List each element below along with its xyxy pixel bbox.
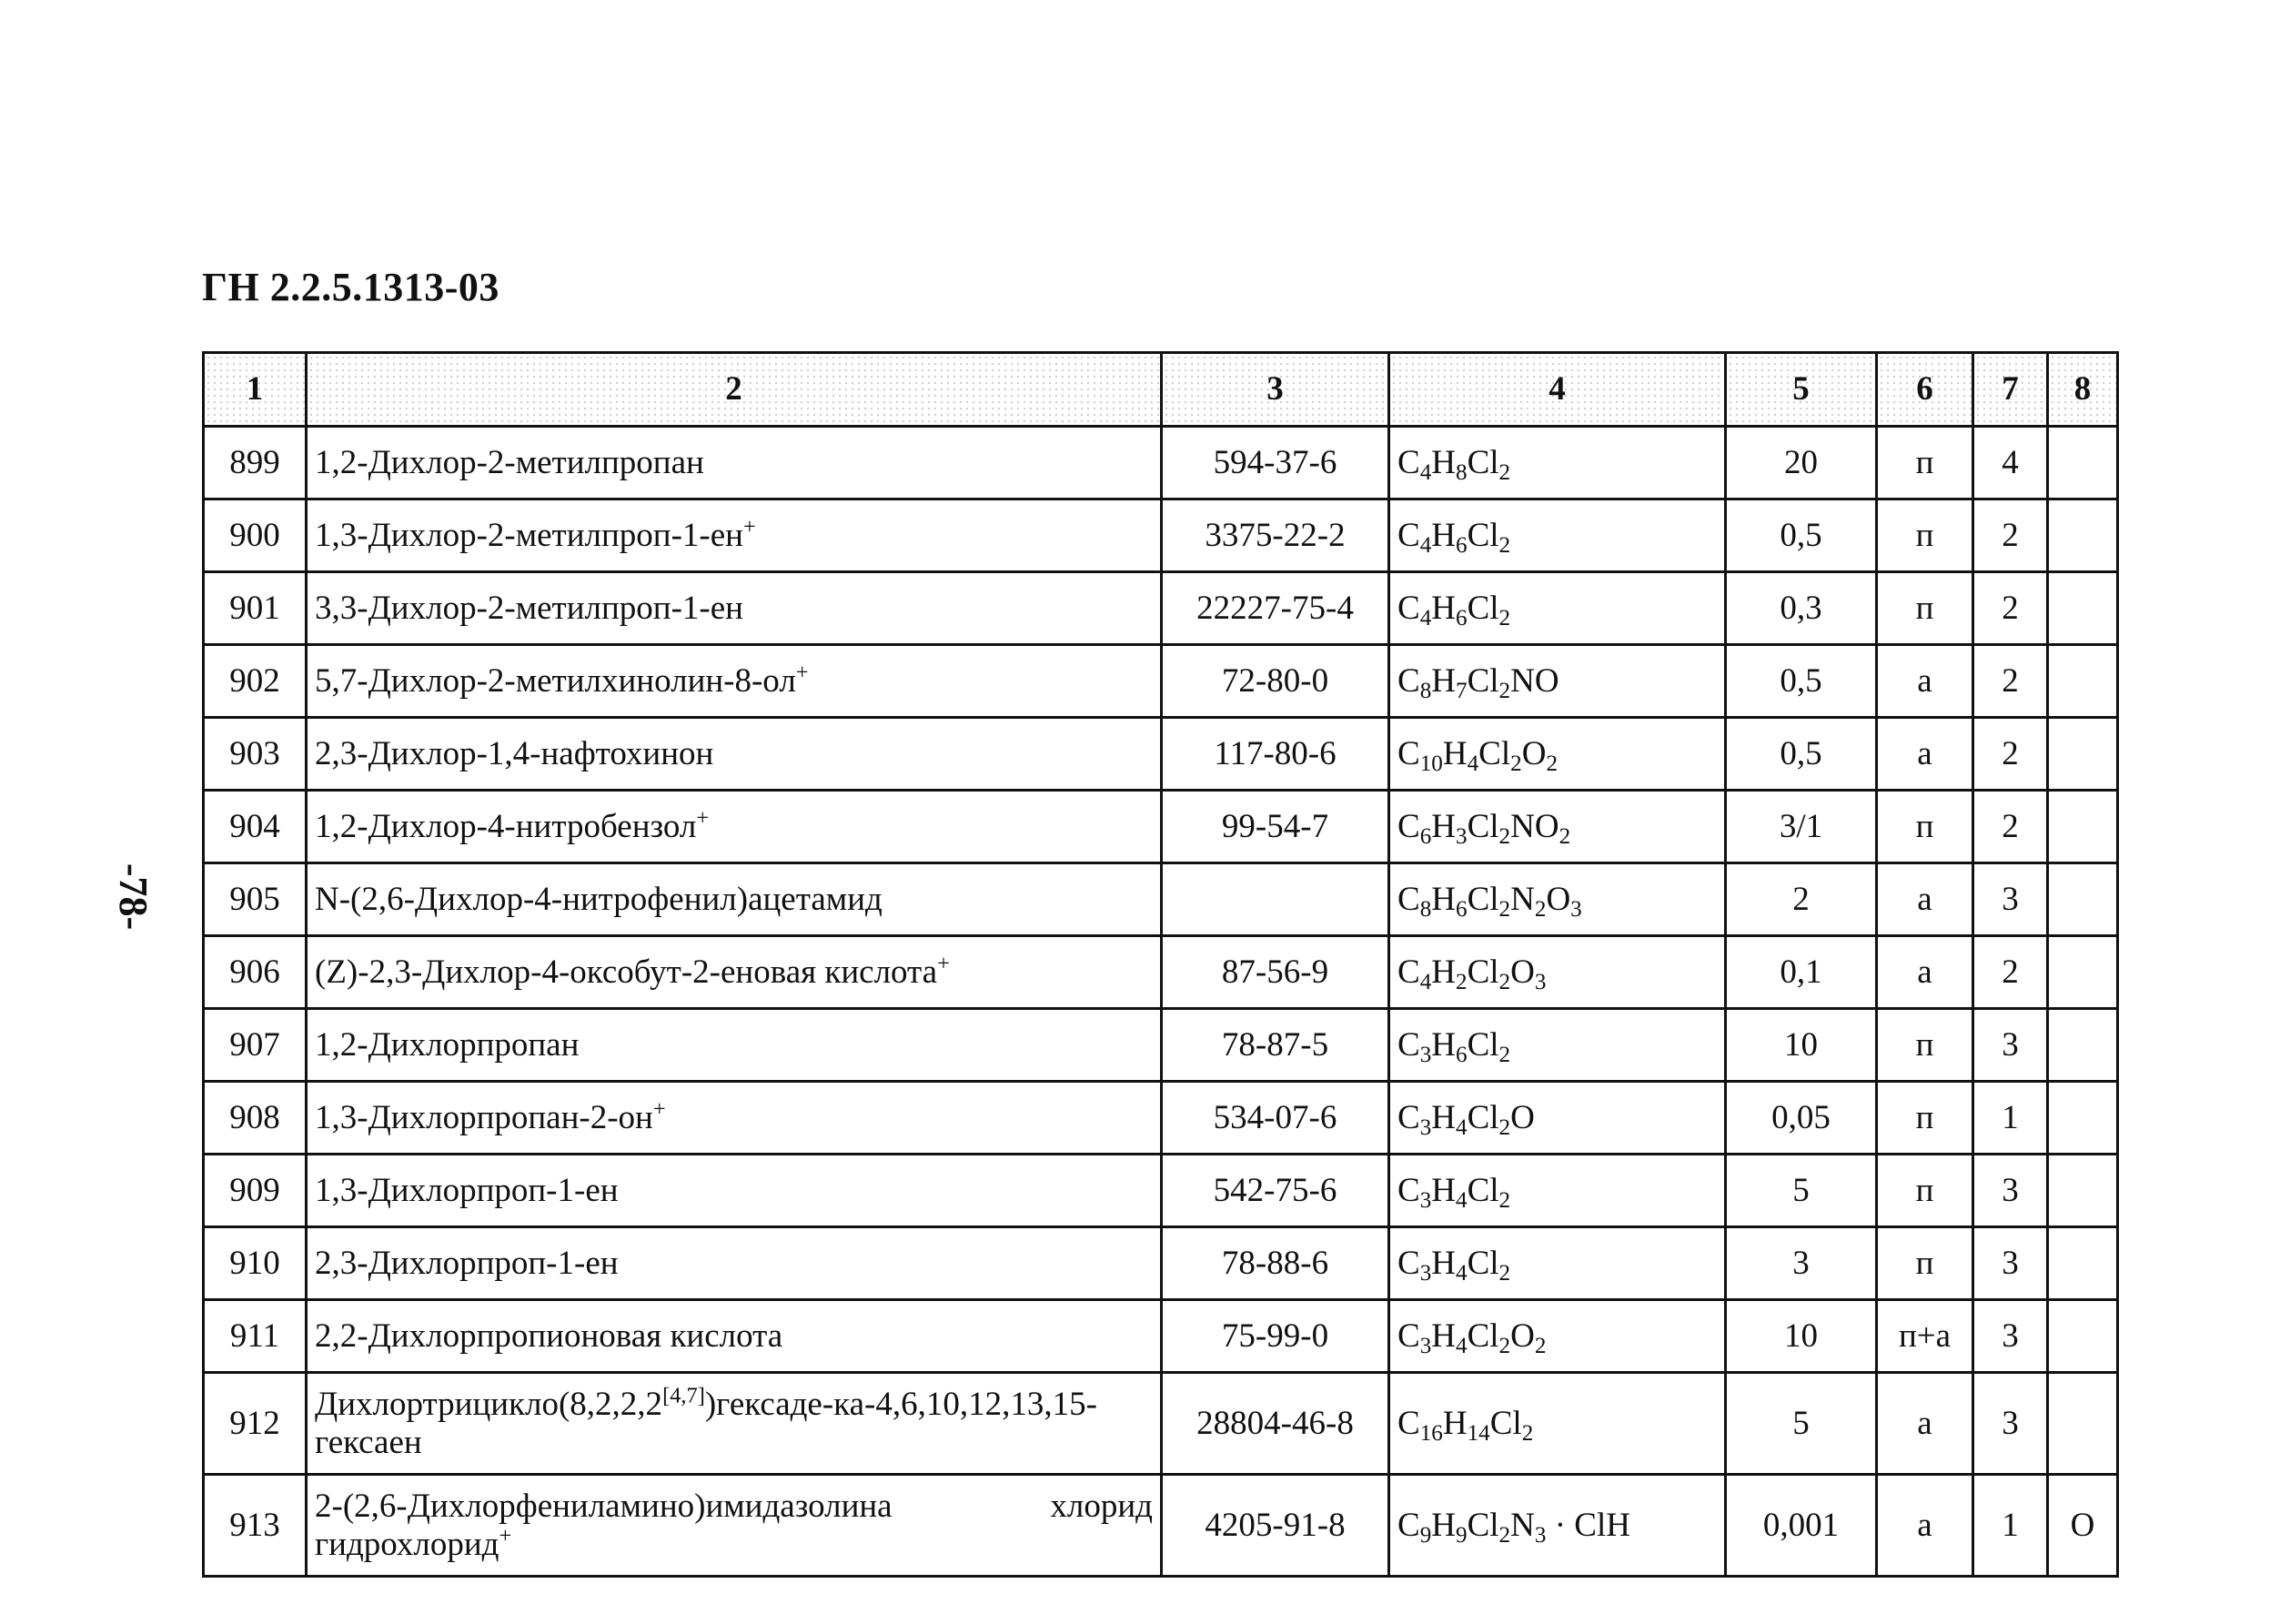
hazard-class: 2 <box>1973 645 2048 718</box>
substance-name: (Z)-2,3-Дихлор-4-оксобут-2-еновая кислота+ <box>307 936 1162 1009</box>
limit-value: 3/1 <box>1726 791 1877 863</box>
aggregate-state: а <box>1877 936 1973 1009</box>
chemical-formula: $C_4H_6Cl_2$ <box>1389 499 1726 572</box>
chemical-formula: $C_4H_6Cl_2$ <box>1389 572 1726 645</box>
hazard-class: 1 <box>1973 1475 2048 1577</box>
table-row <box>204 718 2118 791</box>
limit-value: 20 <box>1726 427 1877 499</box>
limit-value: 0,05 <box>1726 1082 1877 1155</box>
aggregate-state: п <box>1877 1082 1973 1155</box>
cas-number: 594-37-6 <box>1162 427 1389 499</box>
table-row <box>204 1155 2118 1227</box>
row-number: 899 <box>204 427 307 499</box>
table-row <box>204 863 2118 936</box>
aggregate-state: а <box>1877 718 1973 791</box>
cas-number: 22227-75-4 <box>1162 572 1389 645</box>
table-row <box>204 936 2118 1009</box>
substance-name: 1,2-Дихлорпропан <box>307 1009 1162 1082</box>
aggregate-state: п <box>1877 1227 1973 1300</box>
note-mark <box>2048 1082 2118 1155</box>
aggregate-state: а <box>1877 1475 1973 1577</box>
substance-name: 2-(2,6-Дихлорфениламино)имидазолина хлорид гидрохлорид+ <box>307 1475 1162 1577</box>
note-mark <box>2048 427 2118 499</box>
note-mark <box>2048 863 2118 936</box>
table-row <box>204 1300 2118 1373</box>
chemical-formula: $C_{16}H_{14}Cl_2$ <box>1389 1373 1726 1475</box>
note-mark <box>2048 936 2118 1009</box>
hazard-class: 3 <box>1973 1300 2048 1373</box>
row-number: 907 <box>204 1009 307 1082</box>
chemical-formula: $C_3H_4Cl_2$ <box>1389 1227 1726 1300</box>
limit-value: 2 <box>1726 863 1877 936</box>
note-mark <box>2048 1300 2118 1373</box>
document-code: ГН 2.2.5.1313-03 <box>202 265 499 309</box>
substance-name: 1,3-Дихлорпроп-1-ен <box>307 1155 1162 1227</box>
row-number: 910 <box>204 1227 307 1300</box>
limit-value: 5 <box>1726 1155 1877 1227</box>
table-row <box>204 427 2118 499</box>
row-number: 909 <box>204 1155 307 1227</box>
aggregate-state: п+а <box>1877 1300 1973 1373</box>
limit-value: 0,3 <box>1726 572 1877 645</box>
note-mark <box>2048 572 2118 645</box>
aggregate-state: п <box>1877 572 1973 645</box>
chemical-formula: $C_9H_9Cl_2N_3$ · ClH <box>1389 1475 1726 1577</box>
substance-name: 5,7-Дихлор-2-метилхинолин-8-ол+ <box>307 645 1162 718</box>
col-header-1: 1 <box>204 353 307 427</box>
cas-number: 72-80-0 <box>1162 645 1389 718</box>
hazard-class: 2 <box>1973 791 2048 863</box>
substance-name: 2,3-Дихлор-1,4-нафтохинон <box>307 718 1162 791</box>
cas-number: 534-07-6 <box>1162 1082 1389 1155</box>
note-mark <box>2048 718 2118 791</box>
substance-name: 3,3-Дихлор-2-метилпроп-1-ен <box>307 572 1162 645</box>
cas-number: 78-87-5 <box>1162 1009 1389 1082</box>
note-mark <box>2048 1373 2118 1475</box>
chemical-formula: $C_8H_6Cl_2N_2O_3$ <box>1389 863 1726 936</box>
limit-value: 0,1 <box>1726 936 1877 1009</box>
cas-number: 117-80-6 <box>1162 718 1389 791</box>
substance-name: 1,3-Дихлор-2-метилпроп-1-ен+ <box>307 499 1162 572</box>
col-header-3: 3 <box>1162 353 1389 427</box>
hazard-class: 3 <box>1973 1373 2048 1475</box>
note-mark <box>2048 499 2118 572</box>
cas-number <box>1162 863 1389 936</box>
row-number: 906 <box>204 936 307 1009</box>
table-row <box>204 1373 2118 1475</box>
limit-value: 5 <box>1726 1373 1877 1475</box>
cas-number: 87-56-9 <box>1162 936 1389 1009</box>
note-mark <box>2048 1155 2118 1227</box>
hazard-class: 4 <box>1973 427 2048 499</box>
aggregate-state: п <box>1877 1155 1973 1227</box>
col-header-8: 8 <box>2048 353 2118 427</box>
chemical-formula: $C_6H_3Cl_2NO_2$ <box>1389 791 1726 863</box>
aggregate-state: п <box>1877 1009 1973 1082</box>
substance-name: N-(2,6-Дихлор-4-нитрофенил)ацетамид <box>307 863 1162 936</box>
aggregate-state: п <box>1877 791 1973 863</box>
col-header-5: 5 <box>1726 353 1877 427</box>
note-mark <box>2048 645 2118 718</box>
hazard-class: 1 <box>1973 1082 2048 1155</box>
cas-number: 542-75-6 <box>1162 1155 1389 1227</box>
substance-name: 2,2-Дихлорпропионовая кислота <box>307 1300 1162 1373</box>
substance-name: Дихлортрицикло(8,2,2,2[4,7])гексаде-ка-4,6,10,12,13,15-гексаен <box>307 1373 1162 1475</box>
hazard-class: 3 <box>1973 1227 2048 1300</box>
note-mark <box>2048 1009 2118 1082</box>
col-header-2: 2 <box>307 353 1162 427</box>
limit-value: 10 <box>1726 1009 1877 1082</box>
table-row <box>204 499 2118 572</box>
substance-name: 1,2-Дихлор-2-метилпропан <box>307 427 1162 499</box>
aggregate-state: п <box>1877 499 1973 572</box>
col-header-7: 7 <box>1973 353 2048 427</box>
page-number: -78- <box>111 862 156 931</box>
cas-number: 4205-91-8 <box>1162 1475 1389 1577</box>
note-mark <box>2048 791 2118 863</box>
table-row <box>204 791 2118 863</box>
substance-name: 2,3-Дихлорпроп-1-ен <box>307 1227 1162 1300</box>
substances-table <box>202 351 2119 1578</box>
header-row <box>204 353 2118 427</box>
row-number: 904 <box>204 791 307 863</box>
row-number: 911 <box>204 1300 307 1373</box>
hazard-class: 2 <box>1973 718 2048 791</box>
cas-number: 75-99-0 <box>1162 1300 1389 1373</box>
row-number: 903 <box>204 718 307 791</box>
substance-name: 1,3-Дихлорпропан-2-он+ <box>307 1082 1162 1155</box>
chemical-formula: $C_3H_4Cl_2O_2$ <box>1389 1300 1726 1373</box>
cas-number: 28804-46-8 <box>1162 1373 1389 1475</box>
chemical-formula: $C_3H_4Cl_2O$ <box>1389 1082 1726 1155</box>
limit-value: 0,5 <box>1726 645 1877 718</box>
row-number: 905 <box>204 863 307 936</box>
hazard-class: 3 <box>1973 1155 2048 1227</box>
cas-number: 99-54-7 <box>1162 791 1389 863</box>
table-row <box>204 1009 2118 1082</box>
note-mark <box>2048 1227 2118 1300</box>
limit-value: 10 <box>1726 1300 1877 1373</box>
substance-name: 1,2-Дихлор-4-нитробензол+ <box>307 791 1162 863</box>
hazard-class: 3 <box>1973 1009 2048 1082</box>
col-header-6: 6 <box>1877 353 1973 427</box>
limit-value: 0,5 <box>1726 499 1877 572</box>
row-number: 912 <box>204 1373 307 1475</box>
cas-number: 78-88-6 <box>1162 1227 1389 1300</box>
chemical-formula: $C_4H_2Cl_2O_3$ <box>1389 936 1726 1009</box>
table-row <box>204 572 2118 645</box>
limit-value: 0,5 <box>1726 718 1877 791</box>
row-number: 900 <box>204 499 307 572</box>
chemical-formula: $C_3H_4Cl_2$ <box>1389 1155 1726 1227</box>
aggregate-state: а <box>1877 645 1973 718</box>
aggregate-state: а <box>1877 863 1973 936</box>
table-row <box>204 645 2118 718</box>
chemical-formula: $C_{10}H_4Cl_2O_2$ <box>1389 718 1726 791</box>
limit-value: 0,001 <box>1726 1475 1877 1577</box>
row-number: 913 <box>204 1475 307 1577</box>
table-row <box>204 1082 2118 1155</box>
table-row <box>204 1475 2118 1577</box>
aggregate-state: а <box>1877 1373 1973 1475</box>
hazard-class: 2 <box>1973 936 2048 1009</box>
aggregate-state: п <box>1877 427 1973 499</box>
hazard-class: 3 <box>1973 863 2048 936</box>
limit-value: 3 <box>1726 1227 1877 1300</box>
row-number: 908 <box>204 1082 307 1155</box>
chemical-formula: $C_8H_7Cl_2NO$ <box>1389 645 1726 718</box>
hazard-class: 2 <box>1973 572 2048 645</box>
col-header-4: 4 <box>1389 353 1726 427</box>
table-row <box>204 1227 2118 1300</box>
hazard-class: 2 <box>1973 499 2048 572</box>
chemical-formula: $C_3H_6Cl_2$ <box>1389 1009 1726 1082</box>
cas-number: 3375-22-2 <box>1162 499 1389 572</box>
row-number: 901 <box>204 572 307 645</box>
chemical-formula: $C_4H_8Cl_2$ <box>1389 427 1726 499</box>
note-mark: О <box>2048 1475 2118 1577</box>
row-number: 902 <box>204 645 307 718</box>
